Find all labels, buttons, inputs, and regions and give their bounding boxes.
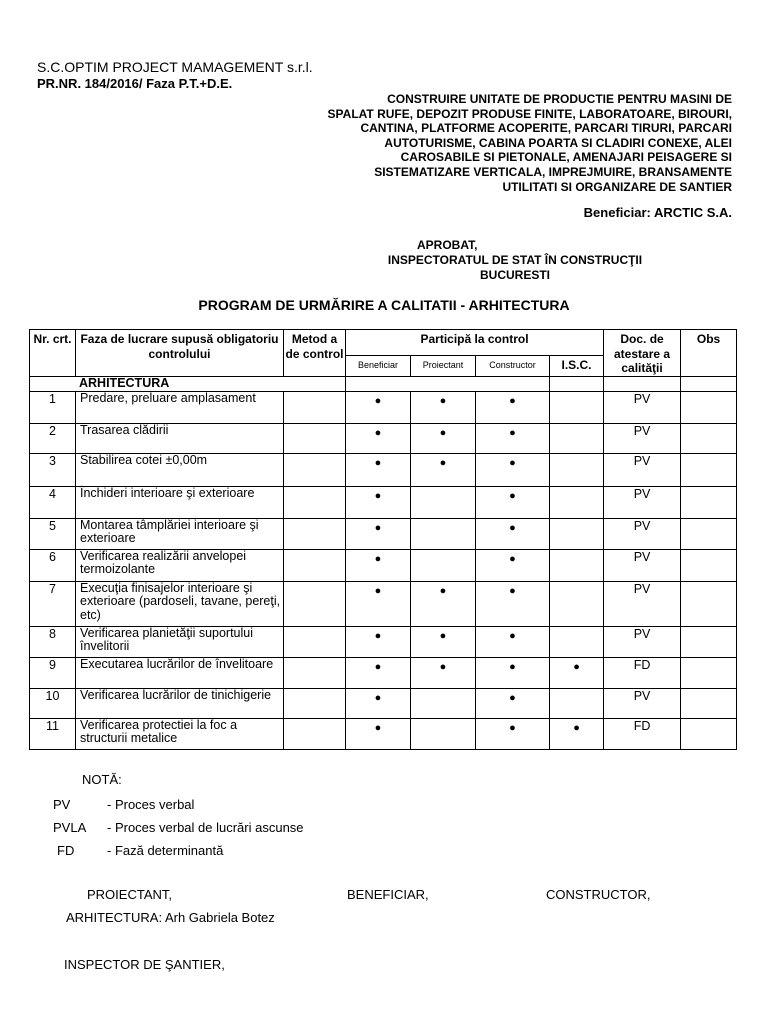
row-doc: PV [604,549,681,581]
mark-beneficiar: ● [346,486,411,518]
note-abbr: PVLA [53,820,87,835]
row-obs [681,688,737,718]
mark-isc [550,549,604,581]
table-row [30,657,737,688]
mark-beneficiar: ● [346,626,411,657]
row-obs [681,581,737,626]
project-number: PR.NR. 184/2016/ Faza P.T.+D.E. [37,76,233,91]
header-participa: Participă la control [346,330,604,356]
table-row [30,549,737,581]
header-nr: Nr. crt. [30,330,76,377]
mark-beneficiar: ● [346,657,411,688]
header-constructor: Constructor [476,356,550,376]
row-metoda [284,486,346,518]
table-row [30,688,737,718]
signature-constructor: CONSTRUCTOR, [546,887,651,902]
approval-line: INSPECTORATUL DE STAT ÎN CONSTRUCŢII [387,253,643,267]
row-obs [681,718,737,749]
row-metoda [284,626,346,657]
mark-beneficiar: ● [346,581,411,626]
row-doc: PV [604,688,681,718]
row-doc: PV [604,423,681,453]
row-obs [681,423,737,453]
row-faza: Trasarea clădirii [76,423,284,453]
row-faza: Montarea tâmplăriei interioare şi exterioare [76,518,284,549]
row-metoda [284,657,346,688]
mark-proiectant: ● [411,391,476,423]
mark-constructor: ● [476,549,550,581]
mark-isc [550,626,604,657]
table-row [30,423,737,453]
table-row [30,391,737,423]
mark-proiectant [411,718,476,749]
company-name: S.C.OPTIM PROJECT MAMAGEMENT s.r.l. [37,59,313,75]
row-faza: Execuţia finisajelor interioare şi exterioare (pardoseli, tavane, pereţi, etc) [76,581,284,626]
row-obs [681,391,737,423]
mark-beneficiar: ● [346,391,411,423]
mark-beneficiar: ● [346,453,411,486]
table-row [30,518,737,549]
approval-line: BUCURESTI [479,268,550,282]
description-line: UTILITATI SI ORGANIZARE DE SANTIER [502,179,732,194]
row-doc: PV [604,518,681,549]
row-metoda [284,453,346,486]
table-row [30,453,737,486]
header-obs: Obs [681,330,737,377]
row-faza: Stabilirea cotei ±0,00m [76,453,284,486]
table-body [30,391,737,749]
signature-arhitectura: ARHITECTURA: Arh Gabriela Botez [66,910,275,925]
description-line: AUTOTURISME, CABINA POARTA SI CLADIRI CONEXE, ALEI [384,135,732,150]
header-doc: Doc. de atestare a calităţii [604,330,681,377]
row-doc: PV [604,486,681,518]
row-faza: Executarea lucrărilor de învelitoare [76,657,284,688]
mark-proiectant: ● [411,626,476,657]
mark-constructor: ● [476,581,550,626]
note-text: - Proces verbal de lucrări ascunse [107,820,304,835]
quality-program-table [29,329,737,750]
row-metoda [284,423,346,453]
mark-proiectant: ● [411,581,476,626]
mark-proiectant [411,549,476,581]
row-doc: FD [604,718,681,749]
table-row [30,486,737,518]
row-obs [681,549,737,581]
row-faza: Verificarea lucrărilor de tinichigerie [76,688,284,718]
row-metoda [284,581,346,626]
row-number: 2 [30,423,76,453]
section-cell [346,376,550,391]
row-metoda [284,391,346,423]
mark-isc [550,486,604,518]
mark-isc [550,688,604,718]
row-faza: Închideri interioare şi exterioare [76,486,284,518]
row-number: 1 [30,391,76,423]
header-proiectant: Proiectant [411,356,476,376]
description-line: CANTINA, PLATFORME ACOPERITE, PARCARI TIRURI, PARCARI [360,121,732,136]
row-faza: Verificarea planietăţii suportului învelitorii [76,626,284,657]
signature-inspector: INSPECTOR DE ŞANTIER, [64,957,225,972]
signature-beneficiar: BENEFICIAR, [347,887,429,902]
row-obs [681,453,737,486]
section-row [30,376,737,391]
section-cell [604,376,681,391]
row-number: 6 [30,549,76,581]
mark-constructor: ● [476,688,550,718]
row-faza: Verificarea realizării anvelopei termoizolante [76,549,284,581]
description-line: SPALAT RUFE, DEPOZIT PRODUSE FINITE, LABORATOARE, BIROURI, [327,106,732,121]
section-cell [681,376,737,391]
approval-block [360,238,670,283]
signature-proiectant: PROIECTANT, [87,887,172,902]
row-doc: PV [604,453,681,486]
row-metoda [284,688,346,718]
row-faza: Verificarea protectiei la foc a structurii metalice [76,718,284,749]
mark-beneficiar: ● [346,423,411,453]
mark-constructor: ● [476,718,550,749]
description-line: CONSTRUIRE UNITATE DE PRODUCTIE PENTRU MASINI DE [387,92,732,106]
row-number: 4 [30,486,76,518]
mark-isc [550,423,604,453]
mark-constructor: ● [476,391,550,423]
row-doc: PV [604,626,681,657]
mark-proiectant: ● [411,657,476,688]
row-obs [681,518,737,549]
mark-constructor: ● [476,626,550,657]
row-doc: PV [604,391,681,423]
header-isc: I.S.C. [550,356,604,376]
header-beneficiar: Beneficiar [346,356,411,376]
row-number: 10 [30,688,76,718]
table-row [30,626,737,657]
section-label: ARHITECTURA [30,376,346,391]
approval-line: APROBAT, [417,238,478,252]
row-metoda [284,718,346,749]
row-number: 9 [30,657,76,688]
table-row [30,581,737,626]
mark-proiectant: ● [411,453,476,486]
note-text: - Fază determinantă [107,843,224,858]
mark-beneficiar: ● [346,718,411,749]
note-text: - Proces verbal [107,797,195,812]
mark-isc [550,453,604,486]
table-row [30,718,737,749]
mark-isc [550,391,604,423]
note-abbr: FD [57,843,75,858]
row-obs [681,626,737,657]
row-number: 3 [30,453,76,486]
row-obs [681,486,737,518]
mark-isc [550,581,604,626]
row-metoda [284,549,346,581]
mark-constructor: ● [476,453,550,486]
mark-proiectant [411,688,476,718]
mark-proiectant: ● [411,423,476,453]
row-number: 11 [30,718,76,749]
mark-isc [550,518,604,549]
row-number: 5 [30,518,76,549]
row-doc: PV [604,581,681,626]
mark-beneficiar: ● [346,688,411,718]
note-abbr: PV [53,797,71,812]
row-doc: FD [604,657,681,688]
row-faza: Predare, preluare amplasament [76,391,284,423]
mark-beneficiar: ● [346,549,411,581]
mark-constructor: ● [476,423,550,453]
mark-beneficiar: ● [346,518,411,549]
header-faza: Faza de lucrare supusă obligatoriu controlului [76,330,284,377]
document-title: PROGRAM DE URMĂRIRE A CALITATII - ARHITECTURA [198,297,570,313]
row-obs [681,657,737,688]
mark-constructor: ● [476,657,550,688]
mark-constructor: ● [476,486,550,518]
description-line: SISTEMATIZARE VERTICALA, IMPREJMUIRE, BRANSAMENTE [374,164,732,179]
mark-isc: ● [550,657,604,688]
mark-isc: ● [550,718,604,749]
mark-proiectant [411,486,476,518]
mark-constructor: ● [476,518,550,549]
row-metoda [284,518,346,549]
project-description [272,92,732,194]
beneficiary: Beneficiar: ARCTIC S.A. [583,205,732,220]
header-metoda: Metod a de control [284,330,346,377]
notes-label: NOTĂ: [82,772,122,787]
section-cell [550,376,604,391]
row-number: 8 [30,626,76,657]
row-number: 7 [30,581,76,626]
description-line: CAROSABILE SI PIETONALE, AMENAJARI PEISAGERE SI [400,150,732,165]
mark-proiectant [411,518,476,549]
